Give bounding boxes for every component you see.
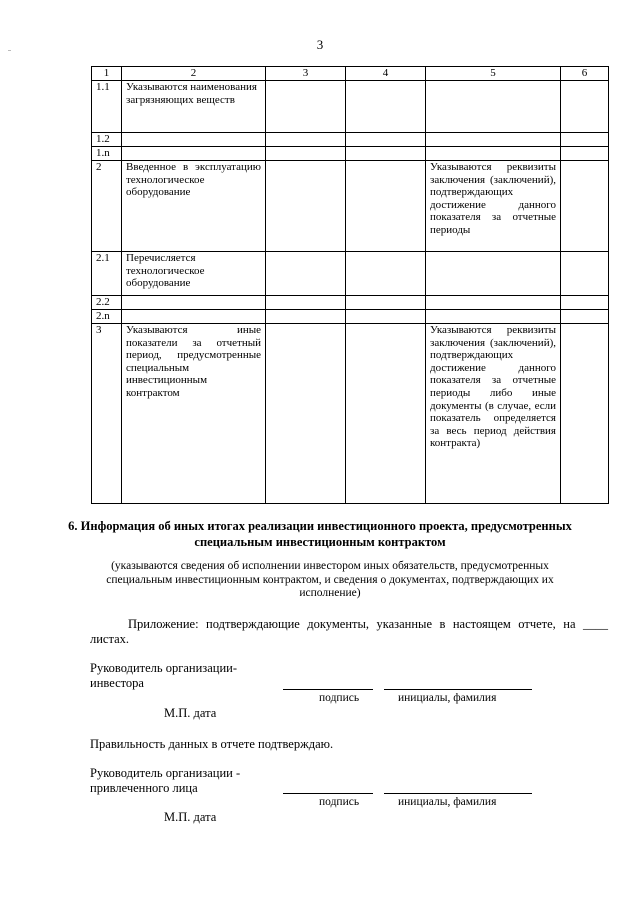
cell	[346, 81, 426, 133]
investor-name-line	[384, 689, 532, 690]
investor-name-caption: инициалы, фамилия	[398, 692, 497, 704]
investor-signature-caption: подпись	[319, 692, 360, 704]
row-requisites	[426, 310, 561, 324]
table-row	[92, 133, 609, 147]
appendix-text: Приложение: подтверждающие документы, указанные в настоящем отчете, на ____ листах.	[90, 617, 608, 646]
row-requisites	[426, 252, 561, 296]
row-description	[122, 296, 266, 310]
row-description	[122, 310, 266, 324]
row-number: 2.n	[92, 310, 122, 324]
cell	[346, 296, 426, 310]
table-header-row	[92, 67, 609, 81]
row-number: 1.2	[92, 133, 122, 147]
cell	[561, 81, 609, 133]
row-number: 1.n	[92, 147, 122, 161]
table-row	[92, 310, 609, 324]
cell	[266, 147, 346, 161]
column-header: 3	[266, 67, 346, 81]
cell	[266, 133, 346, 147]
table-row	[92, 324, 609, 504]
row-description	[122, 133, 266, 147]
row-description: Перечисляется технологическое оборудование	[122, 252, 266, 296]
row-number: 1.1	[92, 81, 122, 133]
report-table	[91, 66, 609, 504]
cell	[346, 147, 426, 161]
row-description: Указываются наименования загрязняющих веществ	[122, 81, 266, 133]
involved-stamp-date: М.П. дата	[164, 810, 217, 824]
cell	[266, 324, 346, 504]
cell	[266, 161, 346, 252]
cell	[561, 252, 609, 296]
column-header: 2	[122, 67, 266, 81]
column-header: 1	[92, 67, 122, 81]
column-header: 4	[346, 67, 426, 81]
cell	[346, 161, 426, 252]
cell	[561, 147, 609, 161]
cell	[561, 310, 609, 324]
cell	[266, 296, 346, 310]
cell	[266, 252, 346, 296]
row-requisites	[426, 133, 561, 147]
row-requisites: Указываются реквизиты заключения (заключений), подтверждающих достижение данного показателя за отчетные периоды	[426, 161, 561, 252]
row-number: 2	[92, 161, 122, 252]
table-row	[92, 252, 609, 296]
table-row	[92, 161, 609, 252]
confirmation-text: Правильность данных в отчете подтверждаю.	[90, 737, 334, 751]
table-row	[92, 296, 609, 310]
involved-head-title-cont: привлеченного лица	[90, 781, 198, 795]
involved-head-title: Руководитель организации -	[90, 766, 241, 780]
cell	[346, 310, 426, 324]
page-number: 3	[316, 37, 324, 52]
table-row	[92, 147, 609, 161]
row-requisites	[426, 147, 561, 161]
involved-signature-caption: подпись	[319, 796, 360, 808]
cell	[561, 324, 609, 504]
row-number: 2.2	[92, 296, 122, 310]
row-description: Указываются иные показатели за отчетный период, предусмотренные специальным инвестиционным контрактом	[122, 324, 266, 504]
column-header: 5	[426, 67, 561, 81]
row-requisites: Указываются реквизиты заключения (заключений), подтверждающих достижение данного показателя за отчетные периоды либо иные документы (в случае, если показатель определяется за весь период действия контракта)	[426, 324, 561, 504]
cell	[266, 81, 346, 133]
cell	[561, 296, 609, 310]
involved-name-line	[384, 793, 532, 794]
cell	[266, 310, 346, 324]
investor-head-title: Руководитель организации-	[90, 661, 237, 675]
row-requisites	[426, 296, 561, 310]
table-row	[92, 81, 609, 133]
column-header: 6	[561, 67, 609, 81]
investor-stamp-date: М.П. дата	[164, 706, 217, 720]
row-number: 3	[92, 324, 122, 504]
cell	[561, 161, 609, 252]
involved-name-caption: инициалы, фамилия	[398, 796, 497, 808]
section-6-title: 6. Информация об иных итогах реализации инвестиционного проекта, предусмотренных специальным инвестиционным контрактом	[68, 519, 572, 549]
row-requisites	[426, 81, 561, 133]
section-6-note: (указываются сведения об исполнении инвестором иных обязательств, предусмотренных специальным инвестиционным контрактом, и сведения о документах, подтверждающих их исполнение)	[106, 560, 554, 599]
cell	[346, 133, 426, 147]
row-number: 2.1	[92, 252, 122, 296]
row-description: Введенное в эксплуатацию технологическое оборудование	[122, 161, 266, 252]
investor-head-title-cont: инвестора	[90, 676, 144, 690]
involved-signature-line	[283, 793, 373, 794]
investor-signature-line	[283, 689, 373, 690]
row-description	[122, 147, 266, 161]
cell	[561, 133, 609, 147]
cell	[346, 252, 426, 296]
cell	[346, 324, 426, 504]
